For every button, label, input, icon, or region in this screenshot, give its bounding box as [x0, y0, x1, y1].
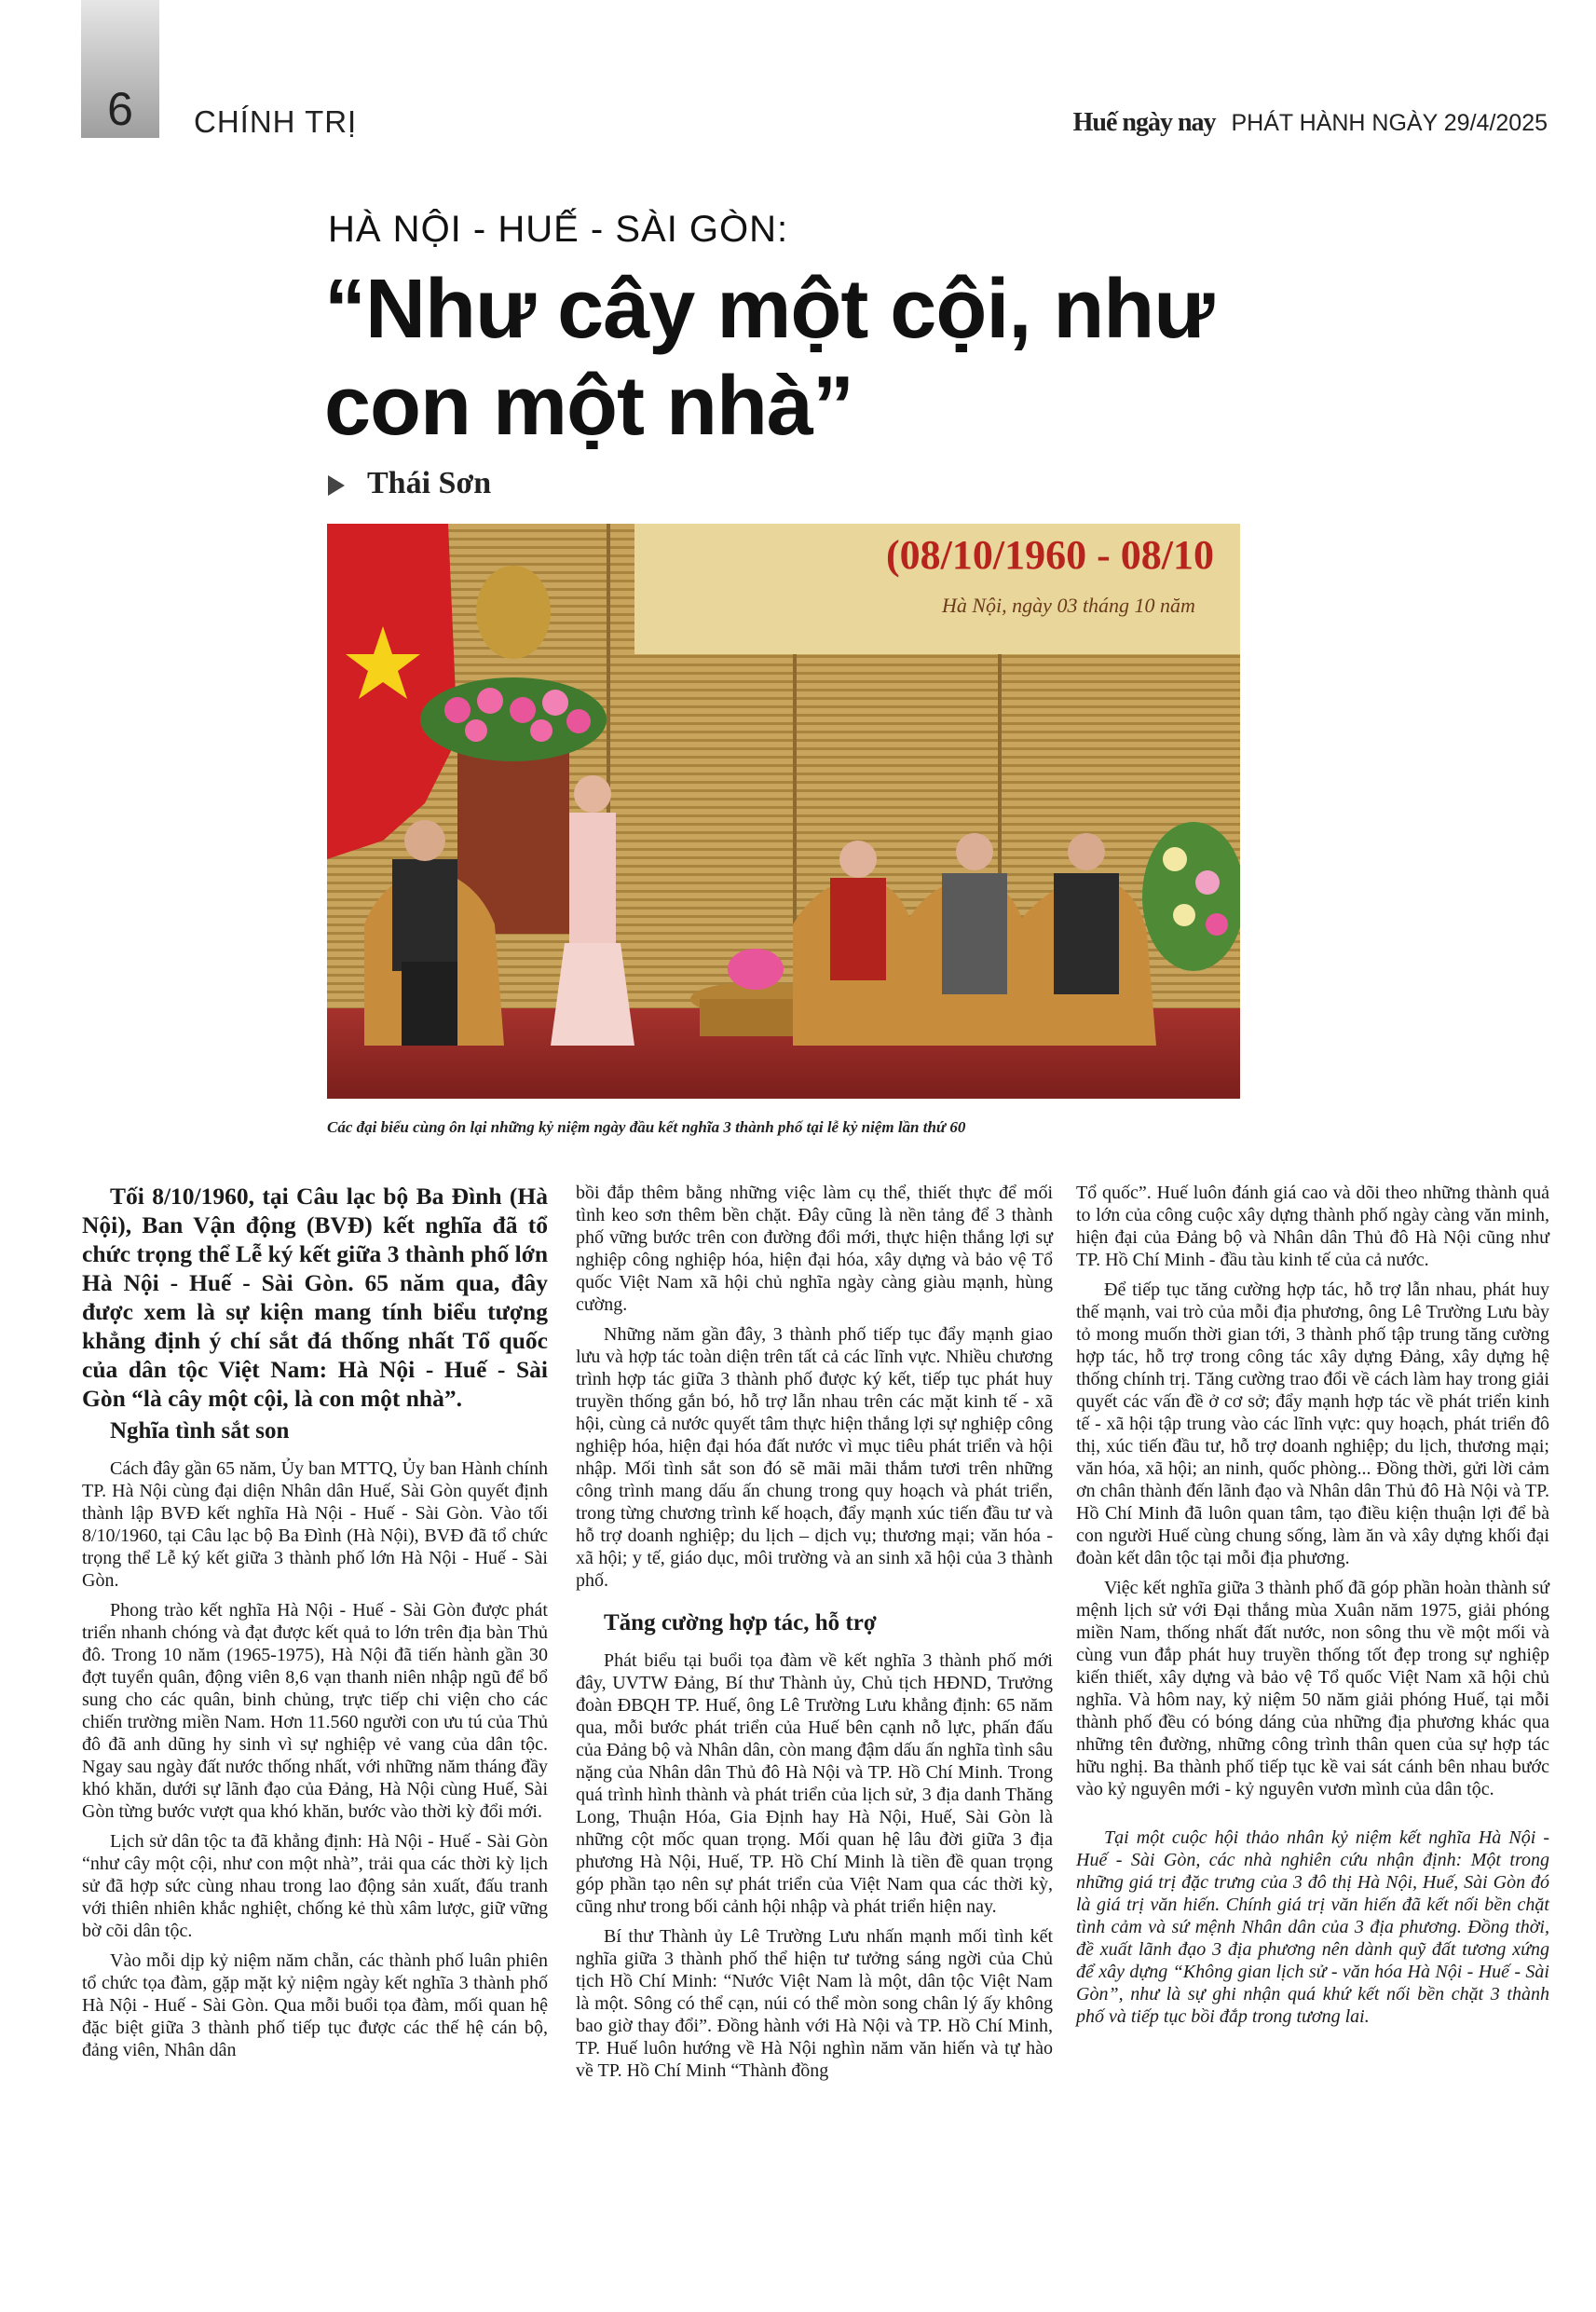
play-triangle-icon — [328, 475, 345, 496]
article-photo — [327, 524, 1240, 1099]
flower-arrangement-left — [420, 677, 607, 761]
article-column-1 — [82, 1182, 548, 2069]
author-name: Thái Sơn — [367, 466, 492, 500]
paragraph: Bí thư Thành ủy Lê Trường Lưu nhấn mạnh mối tình kết nghĩa giữa 3 thành phố thể hiện tư tưởng sáng ngời của Chủ tịch Hồ Chí Minh: “Nước Việt Nam là một, dân tộc Việt Nam là một. Sông có thể cạn, núi có thể mòn song chân lý ấy không bao giờ thay đổi”. Đồng hành với Hà Nội và TP. Hồ Chí Minh, TP. Huế luôn hướng về Hà Nội nghìn năm văn hiến và tự hào về TP. Hồ Chí Minh “Thành đồng — [576, 1926, 1053, 2081]
subhead-tang-cuong: Tăng cường hợp tác, hỗ trợ — [604, 1610, 877, 1635]
page-number: 6 — [107, 83, 133, 135]
banner-date-range: (08/10/1960 - 08/10 — [886, 532, 1214, 578]
masthead — [1073, 108, 1548, 138]
banner-place-date: Hà Nội, ngày 03 tháng 10 năm — [942, 594, 1195, 617]
photo-caption: Các đại biểu cùng ôn lại những kỷ niệm ngày đầu kết nghĩa 3 thành phố tại lễ kỷ niệm lần thứ 60 — [327, 1118, 966, 1136]
article-column-3 — [1076, 1182, 1549, 2035]
paragraph: Tổ quốc”. Huế luôn đánh giá cao và dõi theo những thành quả to lớn của công cuộc xây dựng thành phố ngày càng văn minh, hiện đại của Đảng bộ và Nhân dân Thủ đô Hà Nội cũng như TP. Hồ Chí Minh - đầu tàu kinh tế của cả nước. — [1076, 1183, 1549, 1270]
article-column-2 — [576, 1182, 1053, 2089]
article-lead: Tối 8/10/1960, tại Câu lạc bộ Ba Đình (Hà Nội), Ban Vận động (BVĐ) kết nghĩa đã tổ chức trọng thể Lễ ký kết giữa 3 thành phố lớn Hà Nội - Huế - Sài Gòn. 65 năm qua, đây được xem là sự kiện mang tính biểu tượng khẳng định ý chí sắt đá thống nhất Tổ quốc của dân tộc Việt Nam: Hà Nội - Huế - Sài Gòn “là cây một cội, là con một nhà”. — [82, 1183, 548, 1412]
paragraph: Việc kết nghĩa giữa 3 thành phố đã góp phần hoàn thành sứ mệnh lịch sử với Đại thắng mùa Xuân năm 1975, giải phóng miền Nam, thống nhất đất nước, non sông thu về một mối và cùng vun đắp phát huy truyền thống tốt đẹp trong sự nghiệp kiến thiết, xây dựng và bảo vệ Tổ quốc Việt Nam xã hội chủ nghĩa. Và hôm nay, kỷ niệm 50 năm giải phóng Huế, tại mỗi thành phố đều có bóng dáng của những địa phương khác qua những tên đường, những công trình thân quen của sự hợp tác hữu nghị. Ba thành phố tiếp tục kề vai sát cánh bên nhau bước vào kỷ nguyên mới - kỷ nguyên vươn mình của dân tộc. — [1076, 1578, 1549, 1799]
flower-arrangement-right — [1142, 822, 1240, 971]
paragraph: Cách đây gần 65 năm, Ủy ban MTTQ, Ủy ban Hành chính TP. Hà Nội cùng đại diện Nhân dân Huế, Sài Gòn quyết định thành lập BVĐ kết nghĩa Hà Nội - Huế - Sài Gòn. Vào tối 8/10/1960, tại Câu lạc bộ Ba Đình (Hà Nội), BVĐ đã tổ chức trọng thể Lễ ký kết giữa 3 thành phố lớn Hà Nội - Huế - Sài Gòn. — [82, 1458, 548, 1591]
paragraph: Lịch sử dân tộc ta đã khẳng định: Hà Nội - Huế - Sài Gòn “như cây một cội, như con một nhà”, trải qua các thời kỳ lịch sử đã hợp sức cùng nhau trong lao động sản xuất, đấu tranh với thiên nhiên khắc nghiệt, chống kẻ thù xâm lược, giữ vững bờ cõi dân tộc. — [82, 1831, 548, 1941]
byline — [328, 466, 491, 501]
paragraph: Phong trào kết nghĩa Hà Nội - Huế - Sài Gòn được phát triển nhanh chóng và đạt được kết quả to lớn trên địa bàn Thủ đô. Trong 10 năm (1965-1975), Hà Nội đã tiến hành gần 30 đợt tuyển quân, động viên 8,6 vạn thanh niên nhập ngũ để bổ sung cho các quân, binh chủng, trực tiếp chi viện cho các chiến trường miền Nam. Hơn 11.560 người con ưu tú của Thủ đô đã anh dũng hy sinh vì sự nghiệp vẻ vang của dân tộc. Ngay sau ngày đất nước thống nhất, với những năm tháng đầy khó khăn, dưới sự lãnh đạo của Đảng, Hà Nội cùng Huế, Sài Gòn từng bước vượt qua khó khăn, bước vào thời kỳ đổi mới. — [82, 1600, 548, 1822]
issue-date: PHÁT HÀNH NGÀY 29/4/2025 — [1231, 110, 1548, 136]
article-kicker: HÀ NỘI - HUẾ - SÀI GÒN: — [328, 209, 789, 250]
paragraph: Vào mỗi dịp kỷ niệm năm chẵn, các thành phố luân phiên tổ chức tọa đàm, gặp mặt kỷ niệm ngày kết nghĩa 3 thành phố Hà Nội - Huế - Sài Gòn. Qua mỗi buổi tọa đàm, mối quan hệ đặc biệt giữa 3 thành phố tiếp tục được các thế hệ cán bộ, đảng viên, Nhân dân — [82, 1950, 548, 2060]
paragraph: Để tiếp tục tăng cường hợp tác, hỗ trợ lẫn nhau, phát huy thế mạnh, vai trò của mỗi địa phương, ông Lê Trường Lưu bày tỏ mong muốn thời gian tới, 3 thành phố tập trung tăng cường hợp tác, hỗ trợ trong công tác xây dựng Đảng, xây dựng hệ thống chính trị. Tăng cường trao đổi về cách làm hay trong giải quyết các vấn đề ở cơ sở; đẩy mạnh hợp tác về phát triển kinh tế - xã hội tập trung vào các lĩnh vực: quy hoạch, phát triển đô thị, xúc tiến đầu tư, hỗ trợ doanh nghiệp; du lịch, thương mại; văn hóa, xã hội; an ninh, quốc phòng... Đồng thời, gửi lời cảm ơn chân thành đến lãnh đạo và Nhân dân Thủ đô Hà Nội và TP. Hồ Chí Minh đã luôn quan tâm, tạo điều kiện thuận lợi để bà con người Huế cùng chung sống, làm ăn và xây dựng khối đại đoàn kết dân tộc tại mỗi địa phương. — [1076, 1279, 1549, 1568]
paragraph: bồi đắp thêm bằng những việc làm cụ thể, thiết thực để mối tình keo sơn thêm bền chặt. Đây cũng là nền tảng để 3 thành phố vững bước trên con đường đổi mới, thực hiện thắng lợi sự nghiệp công nghiệp hóa, hiện đại hóa, xây dựng và bảo vệ Tổ quốc Việt Nam xã hội chủ nghĩa ngày càng giàu mạnh, hùng cường. — [576, 1183, 1053, 1315]
italic-note: Tại một cuộc hội thảo nhân kỷ niệm kết nghĩa Hà Nội - Huế - Sài Gòn, các nhà nghiên cứu nhận định: Một trong những giá trị đặc trưng của 3 đô thị Hà Nội, Huế, Sài Gòn đó là giá trị văn hiến. Chính giá trị văn hiến đã kết nối bền chặt tình cảm và sứ mệnh Nhân dân của 3 địa phương. Đồng thời, đề xuất lãnh đạo 3 địa phương nên dành quỹ đất tương xứng để xây dựng “Không gian lịch sử - văn hóa Hà Nội - Huế - Sài Gòn”, như là sự ghi nhận quá khứ kết nối bền chặt 3 thành phố và tiếp tục bồi đắp trong tương lai. — [1076, 1827, 1549, 2027]
newspaper-logo: Huế ngày nay — [1072, 108, 1216, 137]
article-headline: “Như cây một cội, như con một nhà” — [324, 263, 1214, 453]
subhead-nghia-tinh: Nghĩa tình sắt son — [110, 1418, 290, 1443]
paragraph: Những năm gần đây, 3 thành phố tiếp tục đẩy mạnh giao lưu và hợp tác toàn diện trên tất cả các lĩnh vực. Nhiều chương trình hợp tác giữa 3 thành phố được ký kết, tiếp tục phát huy truyền thống gắn bó, hỗ trợ lẫn nhau trên các mặt kinh tế - xã hội, cùng cả nước quyết tâm thực hiện thắng lợi sự nghiệp công nghiệp hóa, hiện đại hóa đất nước vì mục tiêu phát triển và hội nhập. Mối tình sắt son đó sẽ mãi mãi thắm tươi trên những công trình mang dấu ấn chung trong quy hoạch và phát triển, trong từng chương trình kế hoạch, đẩy mạnh xúc tiến đầu tư và hỗ trợ doanh nghiệp; du lịch – dịch vụ; thương mại; văn hóa - xã hội; y tế, giáo dục, môi trường và an sinh xã hội của 3 thành phố. — [576, 1324, 1053, 1591]
paragraph: Phát biểu tại buổi tọa đàm về kết nghĩa 3 thành phố mới đây, UVTW Đảng, Bí thư Thành ủy, Chủ tịch HĐND, Trưởng đoàn ĐBQH TP. Huế, ông Lê Trường Lưu khẳng định: 65 năm qua, mỗi bước phát triển của Huế bên cạnh nỗ lực, phấn đấu của Đảng bộ và Nhân dân, còn mang đậm dấu ấn nghĩa tình sâu nặng của Nhân dân Thủ đô Hà Nội và TP. Hồ Chí Minh. Trong quá trình hình thành và phát triển của lịch sử, 3 địa danh Thăng Long, Thuận Hóa, Gia Định hay Hà Nội, Huế, Sài Gòn là những cột mốc quan trọng. Mối quan hệ lâu đời giữa 3 địa phương Hà Nội, Huế, TP. Hồ Chí Minh là tiền đề quan trọng góp phần tạo nên sự phát triển của Việt Nam qua các thời kỳ, cũng như trong bối cảnh hội nhập và phát triển hiện nay. — [576, 1650, 1053, 1917]
section-title: CHÍNH TRỊ — [194, 104, 358, 139]
